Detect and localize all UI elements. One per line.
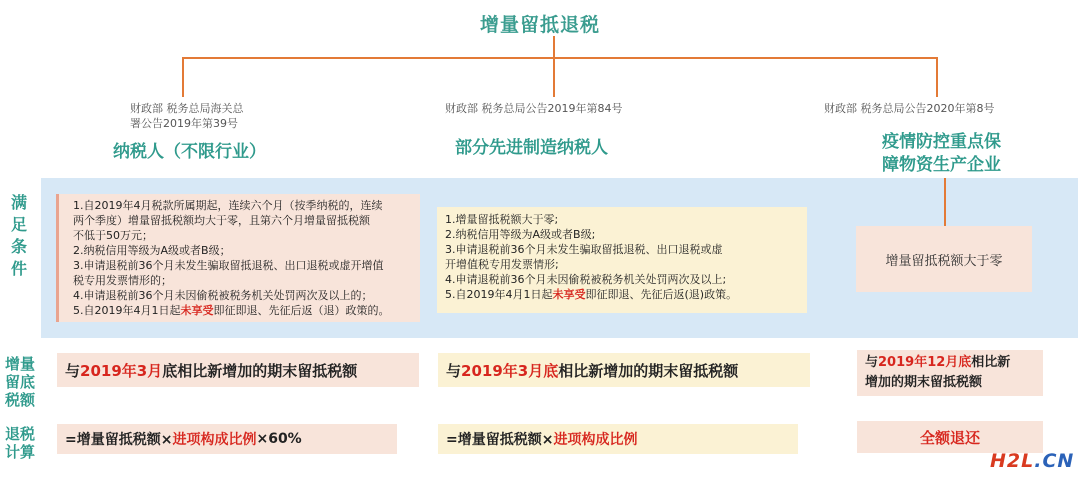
increment-box-2: 与 2019年3月底 相比新增加的期末留抵税额: [438, 353, 810, 387]
source-note-3: 财政部 税务总局公告2020年第8号: [824, 102, 995, 115]
conditions-box-1: 1.自2019年4月税款所属期起，连续六个月（按季纳税的，连续 两个季度）增量留抵税额均大于零，且第六个月增量留抵税额 不低于50万元； 2.纳税信用等级为A级或者B级； 3.申请退税前36个月未发生骗取留抵退税、出口退税或虚开增值 税专用发票情形的； 4.申请退税前36个月未因偷税被税务机关处罚两次及以上的； 5.自2019年4月1日起未享受即征即退、先征后返（退）政策的。: [56, 194, 420, 322]
site-logo: H2L.CN: [990, 450, 1075, 472]
diagram-title: 增量留抵退税: [479, 14, 600, 36]
conditions-box-3: 增量留抵税额大于零: [856, 226, 1032, 292]
calc-box-1: =增量留抵税额× 进项构成比例 ×60%: [57, 424, 397, 454]
title-connector: [553, 36, 555, 58]
category-2: 部分先进制造纳税人: [455, 138, 608, 158]
calc-box-2: =增量留抵税额× 进项构成比例: [438, 424, 798, 454]
increment-box-1: 与 2019年3月 底相比新增加的期末留抵税额: [57, 353, 419, 387]
category-1: 纳税人（不限行业）: [113, 142, 266, 162]
increment-box-3: 与2019年12月底相比新 增加的期末留抵税额: [857, 350, 1043, 396]
branch-right: [936, 57, 938, 97]
source-note-1: 财政部 税务总局海关总 署公告2019年第39号: [130, 102, 244, 130]
row-label-conditions: 满 足 条 件: [10, 193, 27, 278]
column-3-connector: [944, 178, 946, 228]
category-3: 疫情防控重点保 障物资生产企业: [882, 132, 1001, 175]
branch-mid: [553, 57, 555, 97]
calc-box-3: 全额退还: [857, 421, 1043, 453]
row-label-calc: 退税 计算: [4, 425, 35, 461]
branch-left: [182, 57, 184, 97]
branch-line: [182, 57, 938, 59]
source-note-2: 财政部 税务总局公告2019年第84号: [445, 102, 623, 115]
conditions-box-2: 1.增量留抵税额大于零; 2.纳税信用等级为A级或者B级; 3.申请退税前36个月未发生骗取留抵退税、出口退税或虚 开增值税专用发票情形; 4.申请退税前36个月未因偷税被税务机关处罚两次及以上; 5.自2019年4月1日起未享受即征即退、先征后返(退)政策。: [437, 207, 807, 313]
row-label-increment: 增量 留底 税额: [4, 355, 35, 409]
